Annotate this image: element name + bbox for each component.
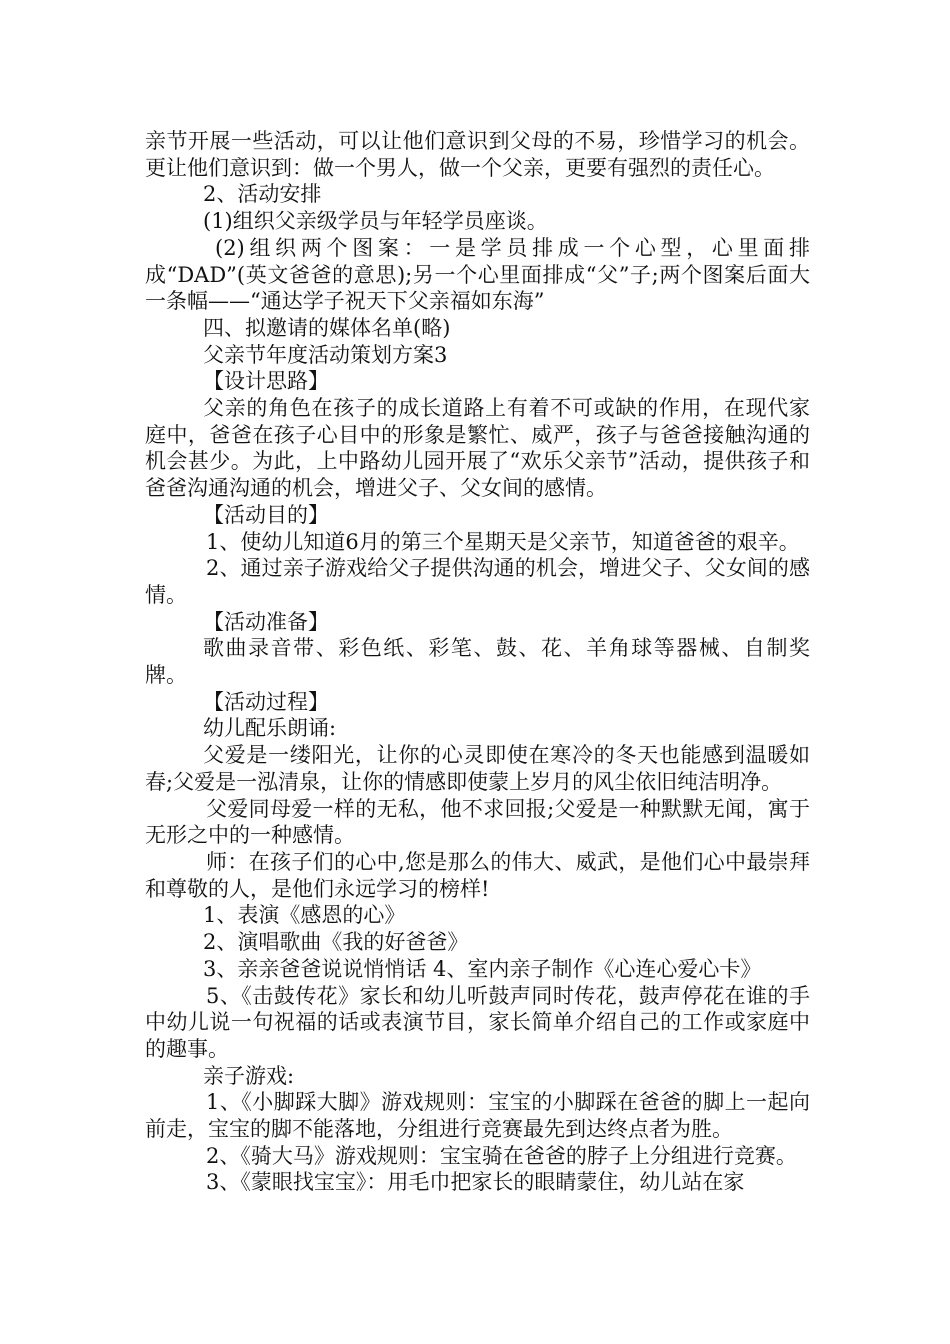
list-item: (1)组织父亲级学员与年轻学员座谈。 [203, 209, 548, 234]
paragraph: 歌曲录音带、彩色纸、彩笔、鼓、花、羊角球等器械、自制奖牌。 [145, 636, 810, 688]
paragraph: 父爱是一缕阳光，让你的心灵即使在寒冷的冬天也能感到温暖如春;父爱是一泓清泉，让你的情感即使蒙上岁月的风尘依旧纯洁明净。 [145, 743, 810, 794]
list-item: 3、亲亲爸爸说说悄悄话 4、室内亲子制作《心连心爱心卡》 [203, 956, 762, 981]
paragraph: 亲节开展一些活动，可以让他们意识到父母的不易，珍惜学习的机会。更让他们意识到：做一个男人，做一个父亲，更要有强烈的责任心。 [145, 129, 810, 180]
list-item: 1、《小脚踩大脚》游戏规则：宝宝的小脚踩在爸爸的脚上一起向前走，宝宝的脚不能落地，分组进行竞赛最先到达终点者为胜。 [145, 1090, 810, 1142]
document-body [145, 128, 810, 1196]
paragraph: 父爱同母爱一样的无私，他不求回报;父爱是一种默默无闻，寓于无形之中的一种感情。 [145, 796, 810, 848]
list-item: 2、《骑大马》游戏规则：宝宝骑在爸爸的脖子上分组进行竞赛。 [206, 1143, 797, 1168]
section-heading: 亲子游戏: [203, 1063, 295, 1088]
paragraph: 师：在孩子们的心中,您是那么的伟大、威武，是他们心中最崇拜和尊敬的人，是他们永远学习的榜样! [145, 849, 810, 901]
paragraph: 幼儿配乐朗诵: [203, 716, 337, 741]
section-heading: 【活动过程】 [203, 689, 329, 714]
document-title: 父亲节年度活动策划方案3 [203, 342, 448, 367]
list-item: 1、使幼儿知道6月的第三个星期天是父亲节，知道爸爸的艰辛。 [206, 529, 800, 554]
list-item: 3、《蒙眼找宝宝》：用毛巾把家长的眼睛蒙住，幼儿站在家 [206, 1170, 745, 1195]
list-item: 2、演唱歌曲《我的好爸爸》 [203, 930, 469, 955]
section-heading: 四、拟邀请的媒体名单(略) [203, 315, 451, 340]
list-item: 2、通过亲子游戏给父子提供沟通的机会，增进父子、父女间的感情。 [145, 556, 810, 607]
section-heading: 【设计思路】 [203, 369, 329, 394]
list-item: 1、表演《感恩的心》 [203, 903, 406, 928]
section-heading: 【活动准备】 [203, 609, 329, 634]
list-item: 5、《击鼓传花》家长和幼儿听鼓声同时传花，鼓声停花在谁的手中幼儿说一句祝福的话或表演节目，家长简单介绍自己的工作或家庭中的趣事。 [145, 983, 810, 1061]
section-heading: 2、活动安排 [203, 182, 322, 207]
section-heading: 【活动目的】 [203, 502, 329, 527]
paragraph: 父亲的角色在孩子的成长道路上有着不可或缺的作用，在现代家庭中，爸爸在孩子心目中的形象是繁忙、威严，孩子与爸爸接触沟通的机会甚少。为此，上中路幼儿园开展了“欢乐父亲节”活动，提供孩子和爸爸沟通沟通的机会，增进父子、父女间的感情。 [145, 396, 810, 501]
list-item: (2)组织两个图案：一是学员排成一个心型，心里面排成“DAD”(英文爸爸的意思);另一个心里面排成“父”子;两个图案后面大一条幅——“通达学子祝天下父亲福如东海” [145, 235, 810, 314]
